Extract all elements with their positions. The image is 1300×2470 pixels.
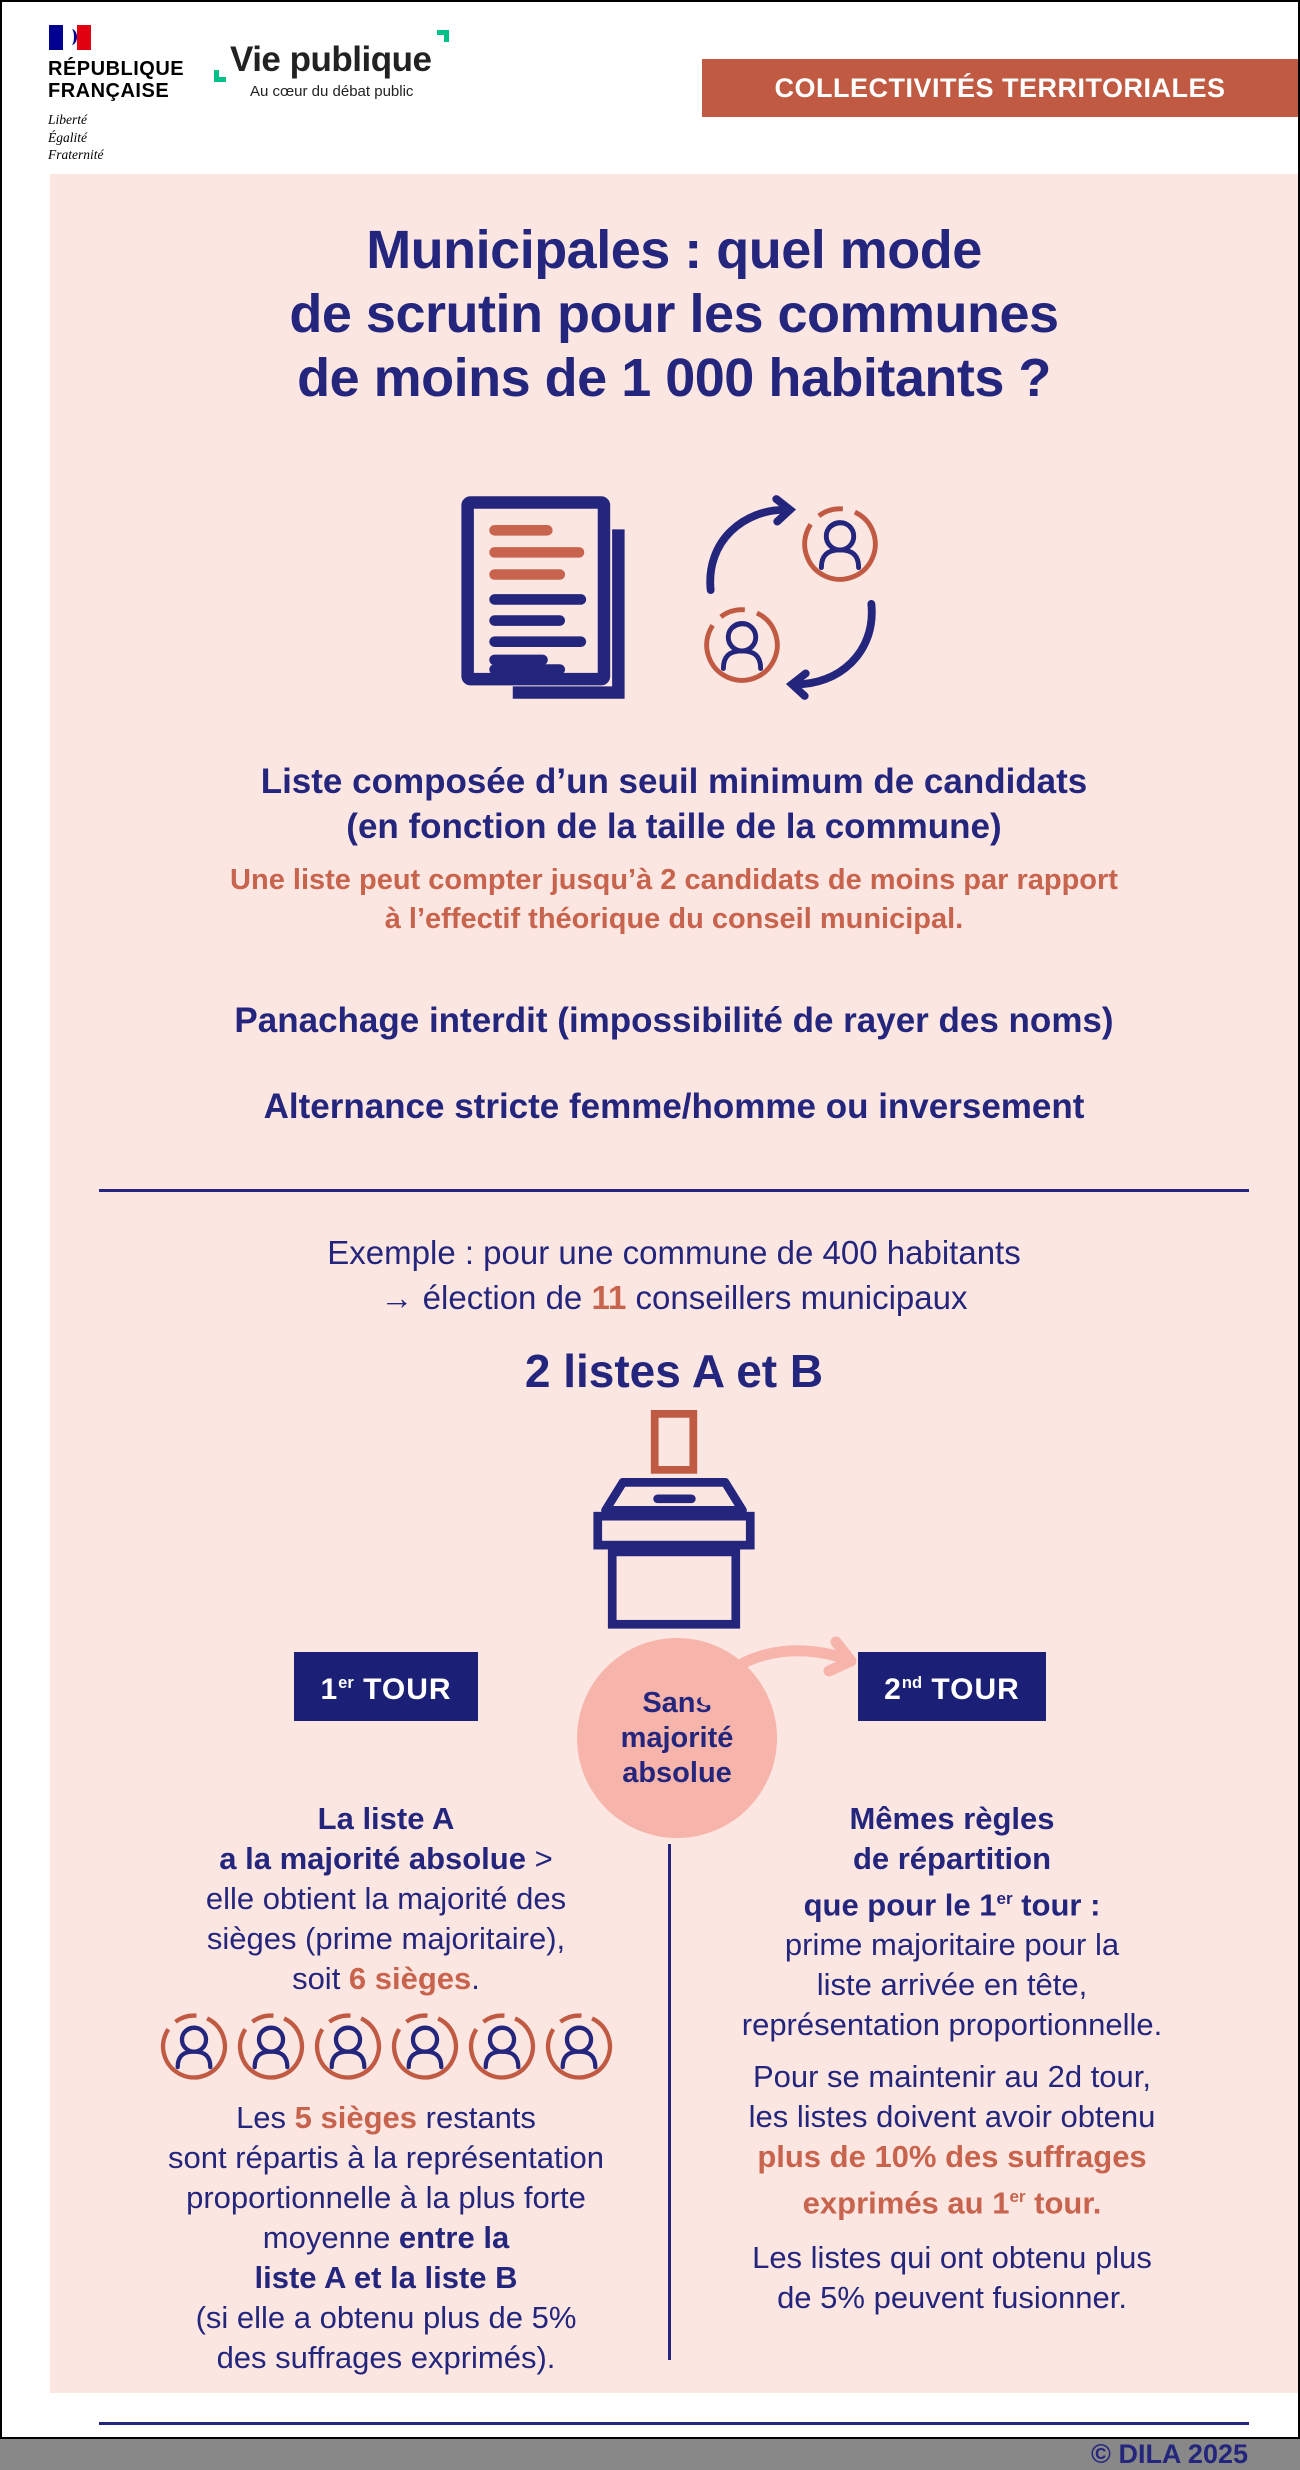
vie-publique-logo [216, 38, 447, 100]
candidates-alternation-swap-icon [693, 494, 889, 705]
title-line-2: de scrutin pour les communes [289, 284, 1059, 344]
green-corner-bracket-left-icon [214, 70, 226, 82]
example-line2-pre: élection de [422, 1279, 592, 1316]
elected-councillor-icon [542, 2007, 616, 2086]
right-r3: représentation proportionnelle. [741, 2007, 1163, 2043]
right-p3-l1: Les listes qui ont obtenu plus [752, 2239, 1152, 2275]
arrow-right-icon: → [380, 1279, 423, 1316]
round-2-label: TOUR [922, 1673, 1020, 1706]
bubble-line2: majorité [620, 1721, 734, 1754]
round-2-ordinal: nd [901, 1674, 923, 1692]
right-p3-l2: de 5% peuvent fusionner. [777, 2279, 1127, 2315]
left-p2-l7: des suffrages exprimés). [216, 2340, 556, 2375]
vie-publique-wordmark [216, 38, 447, 80]
columns-divider [668, 1844, 671, 2360]
round-1-ordinal: er [338, 1674, 354, 1692]
rounds-section [50, 1636, 1298, 2378]
copyright: © DILA 2025 [1091, 2439, 1248, 2469]
five-seats-highlight: 5 sièges [294, 2100, 418, 2135]
republique-francaise-wordmark [48, 58, 184, 102]
rf-motto-liberte: Liberté [48, 112, 87, 127]
title-line-1: Municipales : quel mode [366, 220, 982, 280]
left-p2-l2: sont répartis à la représentation [168, 2140, 604, 2175]
rf-motto-fraternite: Fraternité [48, 147, 104, 162]
rf-line1: RÉPUBLIQUE [48, 58, 185, 80]
vie-publique-brand-text: Vie publique [230, 40, 432, 79]
infographic-body [50, 174, 1298, 2469]
left-p2-l3: proportionnelle à la plus forte [186, 2180, 586, 2215]
elected-councillor-icon [388, 2007, 462, 2086]
right-r1: prime majoritaire pour la [784, 1927, 1120, 1963]
sans-majorite-arrow-icon [698, 1636, 876, 1710]
left-p2-l1: Les 5 sièges restants [236, 2100, 536, 2135]
six-seats-highlight: 6 sièges [348, 1961, 472, 1996]
left-l2: a la majorité absolue > [219, 1841, 553, 1876]
section-divider-bottom [99, 2422, 1249, 2425]
rf-motto [48, 111, 184, 164]
header [2, 2, 1298, 174]
lists-title: 2 listes A et B [524, 1345, 824, 1397]
green-corner-bracket-right-icon [437, 30, 449, 42]
page-title [50, 174, 1298, 410]
round-1-text-2 [110, 2098, 662, 2378]
rule-alternance: Alternance stricte femme/homme ou inversement [263, 1087, 1085, 1126]
left-l4: sièges (prime majoritaire), [206, 1921, 566, 1956]
left-l1: La liste A [317, 1801, 455, 1836]
round-1-num: 1 [320, 1673, 339, 1706]
example-line1: Exemple : pour une commune de 400 habitants [327, 1234, 1021, 1271]
note-line1: Une liste peut compter jusqu’à 2 candidats de moins par rapport [230, 864, 1118, 896]
ten-percent-highlight-l2: exprimés au 1er tour. [802, 2185, 1102, 2221]
left-l3: elle obtient la majorité des [205, 1881, 567, 1916]
note-line2: à l’effectif théorique du conseil municipal. [384, 903, 964, 935]
elected-councillor-icon [311, 2007, 385, 2086]
right-b1: Mêmes règles [849, 1801, 1055, 1836]
round-2-text-2 [676, 2057, 1228, 2223]
rule-list-threshold-note [50, 861, 1298, 939]
left-p2-l5: liste A et la liste B [254, 2260, 518, 2295]
candidate-list-document-icon [459, 494, 627, 707]
right-b2: de répartition [852, 1841, 1052, 1876]
rule1-line2: (en fonction de la taille de la commune) [346, 807, 1002, 846]
example-line2-post: conseillers municipaux [626, 1279, 968, 1316]
right-b3: que pour le 1er tour : [803, 1887, 1101, 1923]
category-badge: COLLECTIVITÉS TERRITORIALES [702, 59, 1298, 117]
header-illustration [50, 494, 1298, 707]
elected-councillor-icon [234, 2007, 308, 2086]
ten-percent-highlight-l1: plus de 10% des suffrages [757, 2139, 1147, 2175]
elected-councillor-icon [465, 2007, 539, 2086]
rf-motto-egalite: Égalité [48, 129, 87, 145]
right-p2-l1: Pour se maintenir au 2d tour, [752, 2059, 1152, 2095]
bubble-line3: absolue [622, 1756, 732, 1789]
republique-francaise-logo [48, 24, 184, 164]
rule-panachage: Panachage interdit (impossibilité de rayer des noms) [234, 1001, 1114, 1040]
elected-councillor-icon [157, 2007, 231, 2086]
round-1-text [110, 1799, 662, 2378]
title-line-3: de moins de 1 000 habitants ? [297, 348, 1051, 408]
left-p2-l6: (si elle a obtenu plus de 5% [195, 2300, 577, 2335]
right-r2: liste arrivée en tête, [816, 1967, 1088, 2003]
left-p2-l4: moyenne entre la [262, 2220, 510, 2255]
round-1-badge [294, 1652, 477, 1721]
left-l5: soit 6 sièges. [292, 1961, 480, 1996]
elected-seats-row [110, 2007, 662, 2086]
round-1-label: TOUR [353, 1673, 452, 1706]
example-councillors-count: 11 [591, 1279, 627, 1316]
french-flag-icon [48, 24, 92, 51]
bubble-line1: Sans [642, 1686, 712, 1719]
example-intro [50, 1230, 1298, 1320]
ballot-box-icon [50, 1410, 1298, 1632]
round-2-num: 2 [884, 1673, 902, 1706]
rule-list-threshold [50, 759, 1298, 849]
section-divider-top [99, 1189, 1249, 1192]
round-2-text [676, 1799, 1228, 2318]
example-line2 [50, 1275, 1298, 1320]
right-p2-l2: les listes doivent avoir obtenu [748, 2099, 1156, 2135]
rule1-line1: Liste composée d’un seuil minimum de candidats [260, 762, 1088, 801]
vie-publique-tagline: Au cœur du débat public [250, 83, 414, 100]
round-2-text-3 [676, 2238, 1228, 2318]
round-2-badge [858, 1652, 1046, 1721]
rf-line2: FRANÇAISE [48, 80, 170, 102]
